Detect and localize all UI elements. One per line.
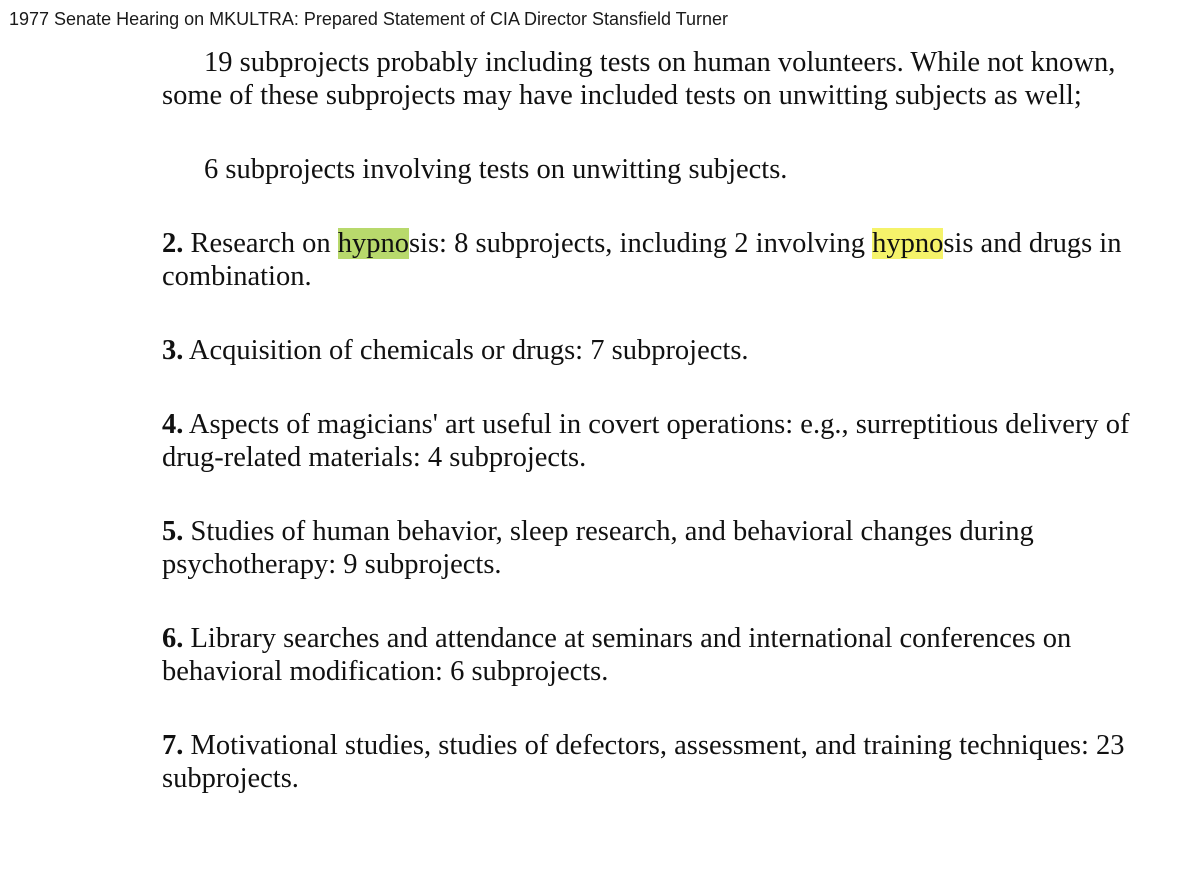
list-item-2 — [162, 227, 1162, 293]
search-match[interactable]: hypno — [872, 228, 944, 259]
document-body — [162, 46, 1162, 836]
list-item-3 — [162, 334, 1162, 367]
item-number: 7. — [162, 730, 184, 761]
item-text: Acquisition of chemicals or drugs: 7 subprojects. — [183, 335, 749, 366]
item-number: 2. — [162, 228, 184, 259]
item-number: 5. — [162, 516, 184, 547]
item-text: Aspects of magicians' art useful in covert operations: e.g., surreptitious delivery of drug-related materials: 4 subprojects. — [162, 409, 1130, 473]
window-title: 1977 Senate Hearing on MKULTRA: Prepared Statement of CIA Director Stansfield Turner — [9, 9, 729, 29]
list-item-6 — [162, 622, 1162, 688]
search-match-active[interactable]: hypno — [337, 228, 409, 259]
item-number: 4. — [162, 409, 184, 440]
item-number: 3. — [162, 335, 184, 366]
item-text: Studies of human behavior, sleep research, and behavioral changes during psychotherapy: 9 subprojects. — [162, 516, 1034, 580]
paragraph-volunteer-tests: 19 subprojects probably including tests on human volunteers. While not known, some of these subprojects may have included tests on unwitting subjects as well; — [162, 47, 1116, 111]
list-item-5 — [162, 515, 1162, 581]
list-item-7 — [162, 729, 1162, 795]
paragraph-unwitting-tests: 6 subprojects involving tests on unwitting subjects. — [204, 154, 788, 185]
item-text: Research on — [183, 228, 338, 259]
list-item-4 — [162, 408, 1162, 474]
item-text: Library searches and attendance at seminars and international conferences on behavioral modification: 6 subprojects. — [162, 623, 1072, 687]
item-text: sis and drugs in combination. — [162, 228, 1122, 292]
item-number: 6. — [162, 623, 184, 654]
item-text: Motivational studies, studies of defectors, assessment, and training techniques: 23 subprojects. — [162, 730, 1125, 794]
item-text: sis: 8 subprojects, including 2 involving — [408, 228, 873, 259]
